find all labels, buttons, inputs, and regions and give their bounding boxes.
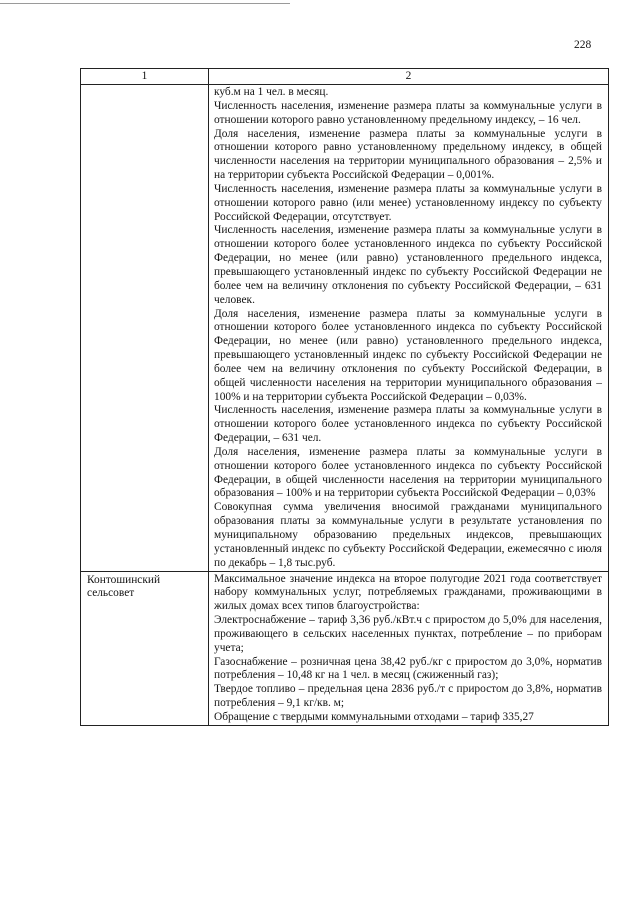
paragraph: Обращение с твердыми коммунальными отходами – тариф 335,27 bbox=[214, 710, 534, 723]
paragraph: куб.м на 1 чел. в месяц. bbox=[214, 86, 329, 98]
table-row bbox=[81, 571, 609, 725]
paragraph: Численность населения, изменение размера платы за коммунальные услуги в отношении которого более установленного индекса по субъекту Российской Федерации, но менее (или равно) установленного предельного индекса, превышающего установленный индекс по субъекту Российской Федерации не более чем на величину отклонения по субъекту Российской Федерации, – 631 человек. bbox=[214, 224, 602, 306]
paragraph: Совокупная сумма увеличения вносимой гражданами муниципального образования платы за коммунальные услуги в результате установления по муниципальному образованию предельных индексов, превышающих установленный индекс по субъекту Российской Федерации, ежемесячно с июля по декабрь – 1,8 тыс.руб. bbox=[214, 501, 602, 569]
paragraph: Численность населения, изменение размера платы за коммунальные услуги в отношении которого равно (или менее) установленному индексу по субъекту Российской Федерации, отсутствует. bbox=[214, 182, 602, 223]
paragraph: Численность населения, изменение размера платы за коммунальные услуги в отношении которого равно установленному предельному индексу, – 16 чел. bbox=[214, 99, 602, 126]
paragraph: Электроснабжение – тариф 3,36 руб./кВт.ч с приростом до 5,0% для населения, проживающего в сельских населенных пунктах, потребление – по приборам учета; bbox=[214, 614, 602, 654]
table-row bbox=[81, 85, 609, 572]
column-header-2: 2 bbox=[209, 69, 609, 85]
paragraph: Максимальное значение индекса на второе полугодие 2021 года соответствует набору коммунальных услуг, потребляемых гражданами, проживающими в жилых домах всех типов благоустройства: bbox=[214, 572, 602, 613]
table-header-row bbox=[81, 69, 609, 85]
paragraph: Численность населения, изменение размера платы за коммунальные услуги в отношении которого более установленного индекса по субъекту Российской Федерации, – 631 чел. bbox=[214, 404, 602, 445]
paragraph: Доля населения, изменение размера платы за коммунальные услуги в отношении которого более установленного индекса по субъекту Российской Федерации, в общей численности населения на территории муниципального образования – 100% и на территории субъекта Российской Федерации – 0,03% bbox=[214, 445, 602, 500]
paragraph: Твердое топливо – предельная цена 2836 руб./т с приростом до 3,8%, норматив потребления – 9,1 кг/кв. м; bbox=[214, 683, 602, 710]
row-content bbox=[209, 571, 609, 725]
page-number: 228 bbox=[574, 39, 592, 51]
top-rule bbox=[0, 3, 290, 4]
column-header-1: 1 bbox=[81, 69, 209, 85]
row-content bbox=[209, 85, 609, 572]
document-table bbox=[80, 68, 609, 726]
paragraph: Газоснабжение – розничная цена 38,42 руб./кг с приростом до 3,0%, норматив потребления – 10,48 кг на 1 чел. в месяц (сжиженный газ); bbox=[214, 655, 602, 682]
paragraph: Доля населения, изменение размера платы за коммунальные услуги в отношении которого равно установленному предельному индексу, в общей численности населения на территории муниципального образования – 2,5% и на территории субъекта Российской Федерации – 0,001%. bbox=[214, 127, 602, 182]
paragraph: Доля населения, изменение размера платы за коммунальные услуги в отношении которого более установленного индекса по субъекту Российской Федерации, но менее (или равно) установленного предельного индекса, превышающего установленный индекс по субъекту Российской Федерации не более чем на величину отклонения по субъекту Российской Федерации, в общей численности населения на территории муниципального образования – 100% и на территории субъекта Российской Федерации – 0,03%. bbox=[214, 307, 602, 403]
row-label bbox=[81, 85, 209, 572]
row-label: Контошинский сельсовет bbox=[81, 571, 209, 725]
